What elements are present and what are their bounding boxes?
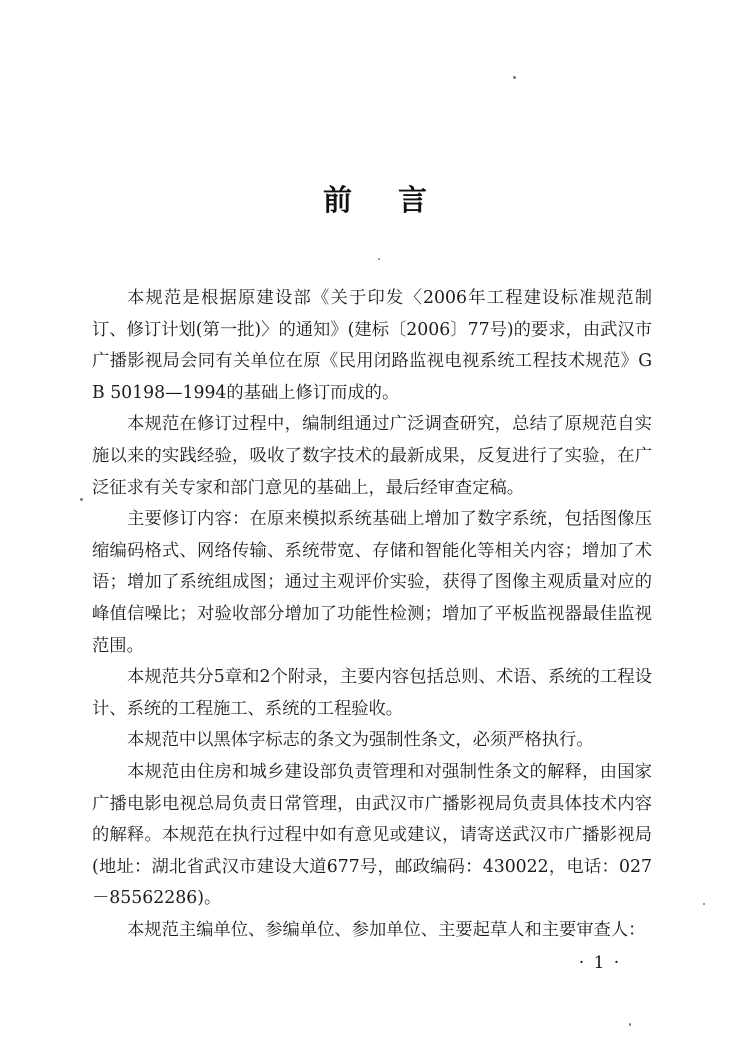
body-text <box>92 283 652 946</box>
page-number: · 1 · <box>578 953 622 973</box>
paragraph-contributors: 本规范主编单位、参编单位、参加单位、主要起草人和主要审查人： <box>127 919 646 940</box>
scan-speck <box>378 258 380 260</box>
page-title: 前言 <box>322 183 473 217</box>
scan-speck <box>80 498 83 501</box>
paragraph-basis: 本规范是根据原建设部《关于印发〈2006年工程建设标准规范制订、修订计划(第一批)〉的通知》(建标〔2006〕77号)的要求，由武汉市广播影视局会同有关单位在原《民用闭路监视电视系统工程技术规范》GB 50198—1994的基础上修订而成的。 <box>92 288 652 403</box>
paragraph-revision-content: 主要修订内容：在原来模拟系统基础上增加了数字系统，包括图像压缩编码格式、网络传输、系统带宽、存储和智能化等相关内容；增加了术语；增加了系统组成图；通过主观评价实验，获得了图像主观质量对应的峰值信噪比；对验收部分增加了功能性检测；增加了平板监视器最佳监视范围。 <box>92 509 652 656</box>
scan-speck <box>513 76 516 79</box>
paragraph-management: 本规范由住房和城乡建设部负责管理和对强制性条文的解释，由国家广播电影电视总局负责日常管理，由武汉市广播影视局负责具体技术内容的解释。本规范在执行过程中如有意见或建议，请寄送武汉市广播影视局(地址：湖北省武汉市建设大道677号，邮政编码：430022，电话：027－85562286)。 <box>92 761 652 909</box>
scan-speck <box>629 1023 631 1026</box>
paragraph-mandatory: 本规范中以黑体字标志的条文为强制性条文，必须严格执行。 <box>127 730 594 751</box>
paragraph-structure: 本规范共分5章和2个附录，主要内容包括总则、术语、系统的工程设计、系统的工程施工、系统的工程验收。 <box>92 667 652 719</box>
paragraph-revision-process: 本规范在修订过程中，编制组通过广泛调查研究，总结了原规范自实施以来的实践经验，吸收了数字技术的最新成果，反复进行了实验，在广泛征求有关专家和部门意见的基础上，最后经审查定稿。 <box>92 414 652 498</box>
scan-speck <box>703 903 705 905</box>
